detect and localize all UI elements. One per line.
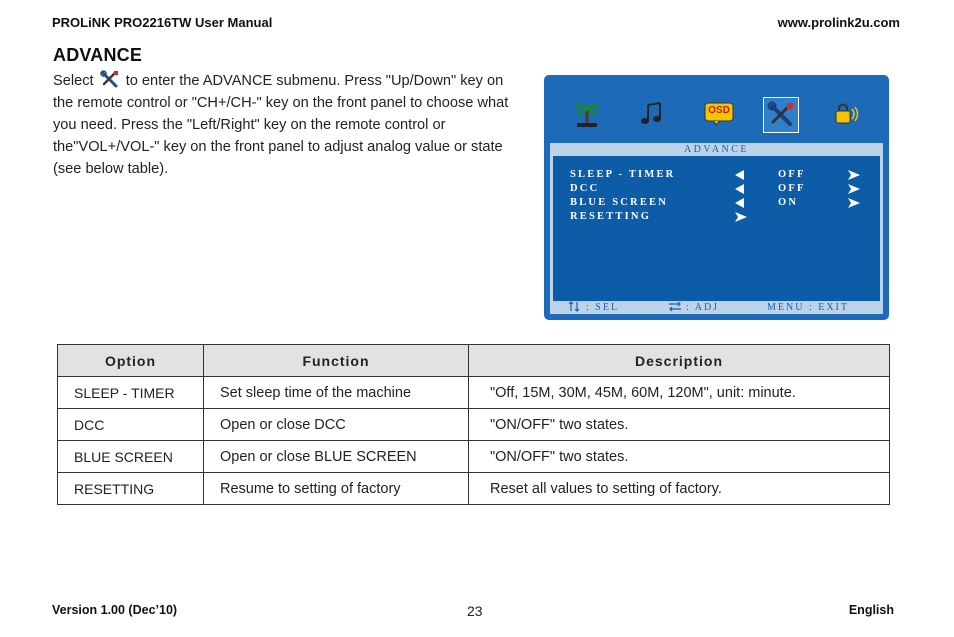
- col-description-header: Description: [469, 345, 890, 377]
- function-cell: Set sleep time of the machine: [204, 377, 469, 409]
- osd-row-dcc[interactable]: [570, 183, 870, 196]
- function-cell: Open or close DCC: [204, 409, 469, 441]
- description-cell: Reset all values to setting of factory.: [469, 473, 890, 505]
- text-after-icon: to enter the ADVANCE submenu. Press "Up/Down" key on the remote control or "CH+/CH-" key on the front panel to choose what you need. Press the "Left/Right" key on the remote control or the"VOL+/VOL-" key on the front panel to adjust analog value or state (see below table).: [53, 73, 509, 177]
- page-number: 23: [467, 603, 483, 619]
- picture-icon[interactable]: [570, 97, 604, 131]
- osd-footer-hints: [550, 301, 883, 314]
- version-label: Version 1.00 (Dec’10): [52, 603, 178, 617]
- lock-icon[interactable]: [829, 97, 863, 131]
- osd-row-sleep-timer[interactable]: [570, 169, 870, 182]
- osd-option-list: [553, 156, 880, 301]
- sel-hint: : SEL: [586, 302, 620, 313]
- table-header-row: [58, 345, 890, 377]
- osd-submenu-title: ADVANCE: [683, 144, 750, 155]
- option-cell: BLUE SCREEN: [58, 441, 204, 473]
- col-function-header: Function: [204, 345, 469, 377]
- arrow-right-icon[interactable]: [848, 170, 860, 183]
- website-link[interactable]: www.prolink2u.com: [777, 15, 900, 30]
- table-row: [58, 473, 890, 505]
- table-row: [58, 441, 890, 473]
- text-before-icon: Select: [53, 73, 94, 89]
- col-option-header: Option: [58, 345, 204, 377]
- updown-arrows-icon: [568, 301, 582, 316]
- advance-tools-icon[interactable]: [763, 97, 799, 133]
- osd-icon[interactable]: [702, 97, 736, 131]
- option-cell: DCC: [58, 409, 204, 441]
- adj-hint: : ADJ: [686, 302, 720, 313]
- manual-title: PROLiNK PRO2216TW User Manual: [52, 15, 273, 30]
- exit-hint: MENU : EXIT: [767, 302, 849, 313]
- table-row: [58, 377, 890, 409]
- function-cell: Resume to setting of factory: [204, 473, 469, 505]
- table-row: [58, 409, 890, 441]
- osd-row-blue-screen[interactable]: [570, 197, 870, 210]
- osd-row-label: SLEEP - TIMER: [570, 169, 676, 180]
- osd-badge-text: OSD: [708, 105, 730, 116]
- description-cell: "ON/OFF" two states.: [469, 441, 890, 473]
- osd-row-value: OFF: [778, 183, 806, 194]
- audio-icon[interactable]: [636, 97, 670, 131]
- osd-menu-panel: [544, 75, 889, 320]
- arrow-right-icon[interactable]: [848, 198, 860, 211]
- arrow-left-icon[interactable]: [735, 198, 745, 211]
- osd-submenu: [550, 143, 883, 314]
- osd-row-label: BLUE SCREEN: [570, 197, 669, 208]
- function-cell: Open or close BLUE SCREEN: [204, 441, 469, 473]
- osd-row-value: ON: [778, 197, 799, 208]
- arrow-left-icon[interactable]: [735, 170, 745, 183]
- section-title: ADVANCE: [53, 45, 143, 65]
- arrow-right-icon[interactable]: [848, 184, 860, 197]
- leftright-arrows-icon: [668, 301, 682, 316]
- description-cell: "Off, 15M, 30M, 45M, 60M, 120M", unit: minute.: [469, 377, 890, 409]
- section-description: [53, 70, 523, 180]
- option-cell: RESETTING: [58, 473, 204, 505]
- tools-icon: [100, 70, 120, 88]
- arrow-left-icon[interactable]: [735, 184, 745, 197]
- language-label: English: [848, 603, 894, 617]
- advance-options-table: [57, 344, 890, 505]
- option-cell: SLEEP - TIMER: [58, 377, 204, 409]
- osd-row-value: OFF: [778, 169, 806, 180]
- description-cell: "ON/OFF" two states.: [469, 409, 890, 441]
- osd-row-label: DCC: [570, 183, 600, 194]
- arrow-right-icon[interactable]: [735, 212, 747, 225]
- osd-row-label: RESETTING: [570, 211, 652, 222]
- osd-row-resetting[interactable]: [570, 211, 870, 224]
